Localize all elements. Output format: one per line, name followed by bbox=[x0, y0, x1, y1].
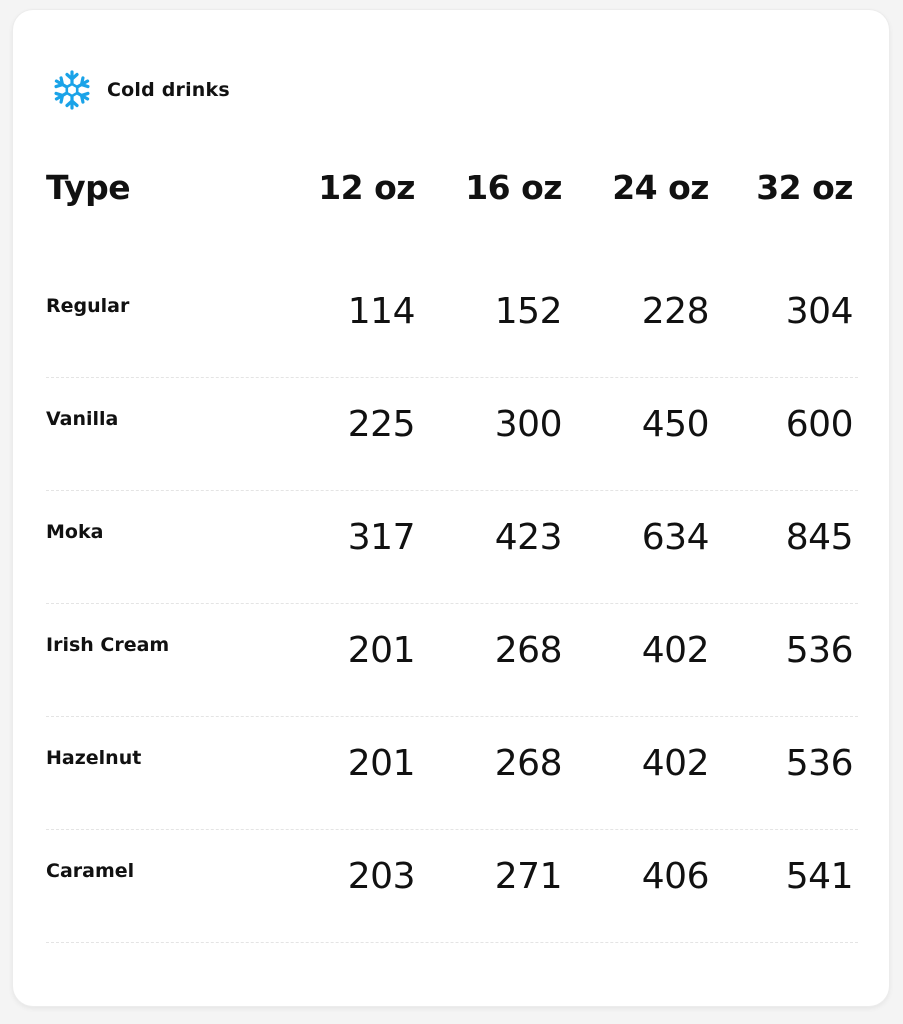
table-cell: 634 bbox=[641, 517, 709, 558]
table-cell: 402 bbox=[641, 743, 709, 784]
table-cell: 536 bbox=[785, 630, 853, 671]
column-header-24oz: 24 oz bbox=[612, 168, 709, 207]
column-header-32oz: 32 oz bbox=[756, 168, 853, 207]
table-cell: 317 bbox=[347, 517, 415, 558]
table-cell: 228 bbox=[641, 291, 709, 332]
table-cell: 114 bbox=[347, 291, 415, 332]
table-cell: 152 bbox=[494, 291, 562, 332]
column-header-16oz: 16 oz bbox=[465, 168, 562, 207]
table-row bbox=[13, 604, 889, 717]
table-cell: 268 bbox=[494, 630, 562, 671]
table-row bbox=[13, 265, 889, 378]
column-header-type: Type bbox=[46, 168, 131, 207]
card-title: Cold drinks bbox=[107, 79, 230, 101]
table-cell: 402 bbox=[641, 630, 709, 671]
table-cell: 406 bbox=[641, 856, 709, 897]
row-divider bbox=[46, 942, 858, 943]
table-cell: 304 bbox=[785, 291, 853, 332]
cold-drinks-card bbox=[13, 10, 889, 1006]
row-type-label: Vanilla bbox=[46, 408, 119, 430]
table-cell: 536 bbox=[785, 743, 853, 784]
row-type-label: Moka bbox=[46, 521, 104, 543]
table-cell: 541 bbox=[785, 856, 853, 897]
table-row bbox=[13, 830, 889, 943]
table-cell: 201 bbox=[347, 743, 415, 784]
table-row bbox=[13, 491, 889, 604]
table-cell: 450 bbox=[641, 404, 709, 445]
table-row bbox=[13, 378, 889, 491]
column-header-12oz: 12 oz bbox=[318, 168, 415, 207]
table-cell: 203 bbox=[347, 856, 415, 897]
snowflake-icon bbox=[51, 69, 93, 111]
row-type-label: Irish Cream bbox=[46, 634, 170, 656]
card-header bbox=[51, 68, 230, 112]
table-cell: 845 bbox=[785, 517, 853, 558]
table-cell: 201 bbox=[347, 630, 415, 671]
table-cell: 268 bbox=[494, 743, 562, 784]
table-cell: 600 bbox=[785, 404, 853, 445]
table-cell: 271 bbox=[494, 856, 562, 897]
table-cell: 300 bbox=[494, 404, 562, 445]
row-type-label: Caramel bbox=[46, 860, 135, 882]
row-type-label: Hazelnut bbox=[46, 747, 142, 769]
table-cell: 225 bbox=[347, 404, 415, 445]
table-cell: 423 bbox=[494, 517, 562, 558]
row-type-label: Regular bbox=[46, 295, 130, 317]
table-row bbox=[13, 717, 889, 830]
